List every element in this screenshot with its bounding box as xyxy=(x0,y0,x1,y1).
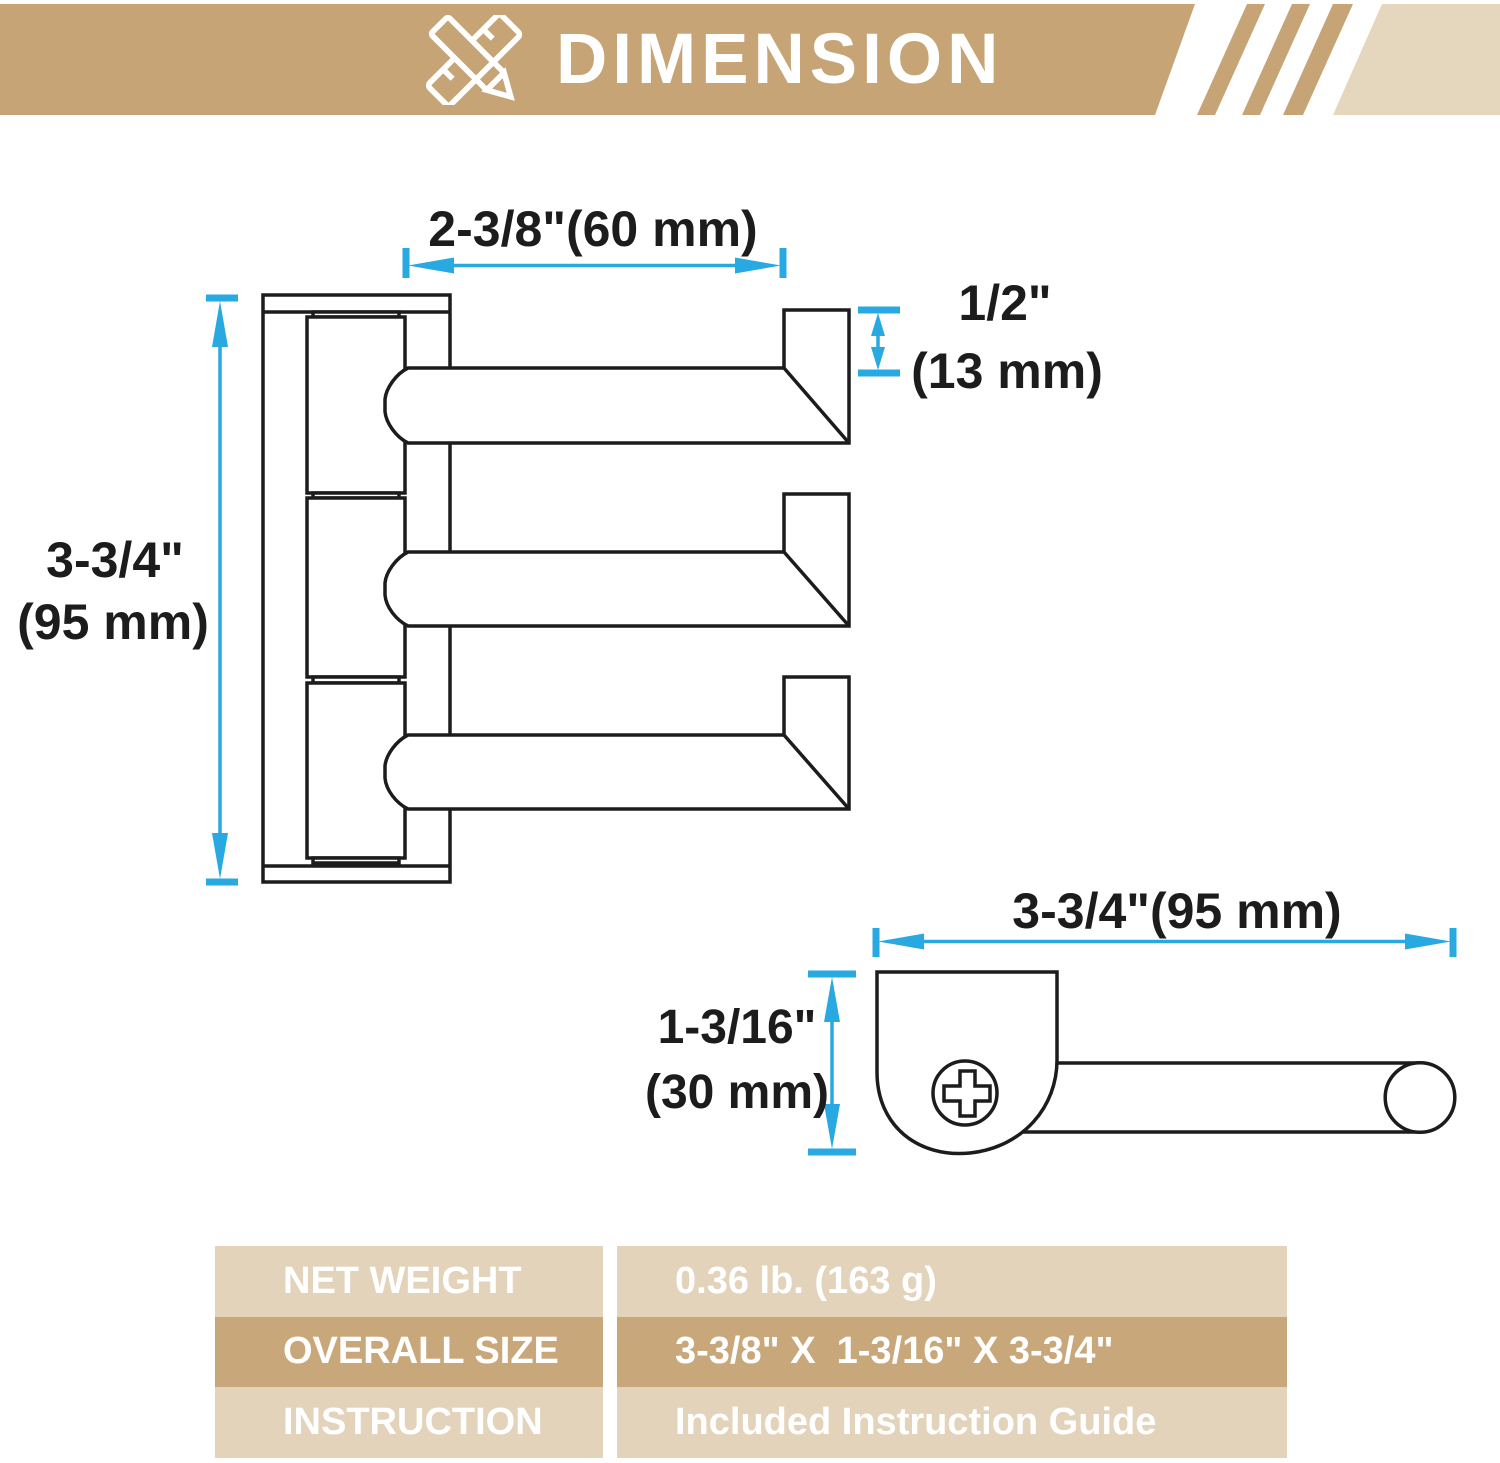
overall-height-label-inch: 3-3/4" xyxy=(46,532,184,588)
hook-arm xyxy=(385,310,849,443)
projection-dimension xyxy=(645,974,856,1152)
spec-label: NET WEIGHT xyxy=(215,1246,603,1317)
projection-label-mm: (30 mm) xyxy=(644,1066,830,1119)
side-view-drawing xyxy=(877,972,1455,1154)
hook-arm xyxy=(385,494,849,626)
arm-length-label: 2-3/8"(60 mm) xyxy=(428,201,758,257)
table-row xyxy=(215,1317,1287,1388)
hook-rise-label-mm: (13 mm) xyxy=(911,343,1103,399)
spec-label: OVERALL SIZE xyxy=(215,1317,603,1388)
overall-length-label: 3-3/4"(95 mm) xyxy=(1012,883,1342,939)
overall-length-dimension xyxy=(876,883,1453,957)
hook-rise-dimension xyxy=(858,275,1103,399)
arm-length-dimension xyxy=(406,201,783,278)
table-row xyxy=(215,1246,1287,1317)
hook-rise-label-inch: 1/2" xyxy=(958,275,1052,331)
spec-value: 3-3/8" X 1-3/16" X 3-3/4" xyxy=(617,1317,1287,1388)
overall-height-label-mm: (95 mm) xyxy=(17,594,209,650)
hook-arm xyxy=(385,677,849,809)
spec-value: 0.36 lb. (163 g) xyxy=(617,1246,1287,1317)
front-view-drawing xyxy=(263,295,849,882)
spec-table xyxy=(215,1246,1287,1458)
page-title: DIMENSION xyxy=(556,20,1004,99)
spec-value: Included Instruction Guide xyxy=(617,1387,1287,1458)
arm-bar-end xyxy=(1385,1063,1455,1133)
overall-height-dimension xyxy=(17,298,238,882)
projection-label-inch: 1-3/16" xyxy=(657,1001,817,1054)
spec-label: INSTRUCTION xyxy=(215,1387,603,1458)
table-row xyxy=(215,1387,1287,1458)
